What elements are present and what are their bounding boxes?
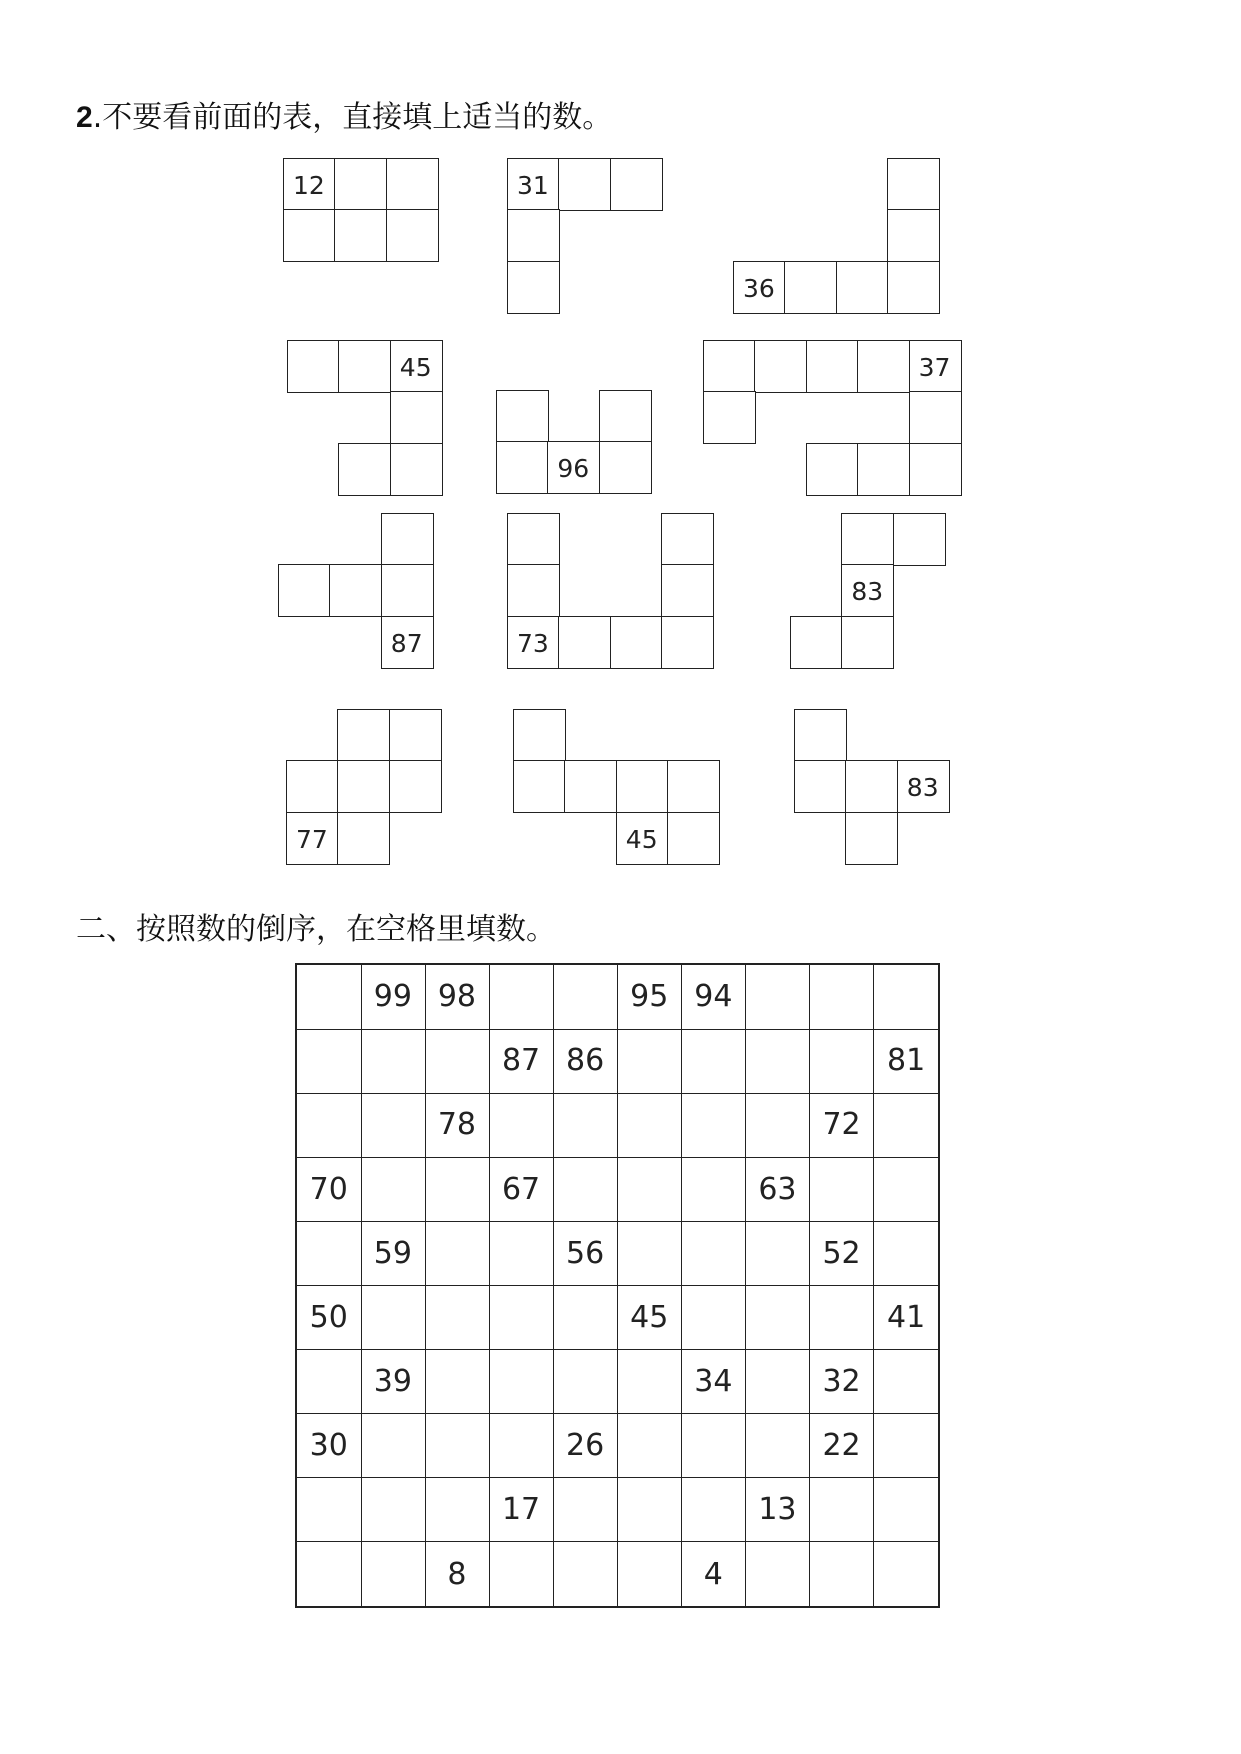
grid-blank-cell[interactable] [297, 1350, 362, 1415]
blank-cell[interactable] [338, 340, 391, 393]
grid-blank-cell[interactable] [297, 1478, 362, 1543]
blank-cell[interactable] [513, 760, 566, 813]
grid-number: 52 [822, 1235, 861, 1271]
blank-cell[interactable] [857, 340, 910, 393]
blank-cell[interactable] [513, 709, 566, 762]
blank-cell[interactable] [558, 616, 611, 669]
grid-blank-cell[interactable] [682, 1221, 747, 1286]
grid-blank-cell[interactable] [746, 1350, 811, 1415]
grid-blank-cell[interactable] [618, 1221, 683, 1286]
hundred-chart-grid [295, 963, 940, 1608]
grid-number: 56 [566, 1235, 605, 1271]
grid-blank-cell[interactable] [553, 1286, 618, 1351]
given-number-cell [381, 616, 434, 669]
blank-cell[interactable] [845, 760, 898, 813]
cell-number: 31 [517, 171, 549, 200]
grid-blank-cell[interactable] [618, 1414, 683, 1479]
grid-blank-cell[interactable] [361, 1414, 426, 1479]
blank-cell[interactable] [616, 760, 669, 813]
grid-blank-cell[interactable] [553, 1157, 618, 1222]
blank-cell[interactable] [841, 616, 894, 669]
grid-given-cell [361, 1350, 426, 1415]
grid-number: 8 [447, 1556, 467, 1592]
grid-number: 87 [501, 1043, 541, 1079]
blank-cell[interactable] [610, 616, 663, 669]
given-number-cell [286, 812, 339, 865]
grid-given-cell [489, 1029, 554, 1094]
grid-given-cell [874, 1029, 939, 1094]
blank-cell[interactable] [283, 209, 336, 262]
grid-number: 39 [373, 1363, 412, 1399]
grid-blank-cell[interactable] [874, 1542, 939, 1607]
cell-number: 77 [296, 824, 328, 854]
grid-number: 70 [309, 1171, 348, 1207]
grid-number: 72 [822, 1107, 861, 1143]
grid-blank-cell[interactable] [361, 1286, 426, 1351]
blank-cell[interactable] [337, 760, 390, 813]
blank-cell[interactable] [667, 812, 720, 865]
grid-given-cell [618, 1286, 683, 1351]
blank-cell[interactable] [790, 616, 843, 669]
grid-blank-cell[interactable] [746, 1286, 811, 1351]
grid-given-cell [810, 1350, 875, 1415]
grid-blank-cell[interactable] [810, 965, 875, 1030]
grid-given-cell [682, 1542, 747, 1607]
given-number-cell [841, 564, 894, 617]
grid-given-cell [489, 1478, 554, 1543]
blank-cell[interactable] [334, 158, 387, 211]
grid-blank-cell[interactable] [874, 1093, 939, 1158]
blank-cell[interactable] [381, 564, 434, 617]
blank-cell[interactable] [507, 564, 560, 617]
grid-blank-cell[interactable] [553, 1542, 618, 1607]
grid-blank-cell[interactable] [361, 1157, 426, 1222]
grid-given-cell [810, 1414, 875, 1479]
grid-given-cell [553, 1221, 618, 1286]
grid-blank-cell[interactable] [618, 1157, 683, 1222]
blank-cell[interactable] [558, 158, 611, 211]
cell-number: 45 [399, 353, 432, 382]
grid-given-cell [810, 1093, 875, 1158]
blank-cell[interactable] [806, 443, 859, 496]
grid-given-cell [553, 1414, 618, 1479]
grid-blank-cell[interactable] [361, 1093, 426, 1158]
cell-number: 83 [906, 773, 939, 803]
blank-cell[interactable] [857, 443, 910, 496]
grid-blank-cell[interactable] [618, 1029, 683, 1094]
grid-given-cell [618, 965, 683, 1030]
grid-number: 81 [887, 1043, 926, 1079]
grid-blank-cell[interactable] [746, 1414, 811, 1479]
blank-cell[interactable] [661, 616, 714, 669]
grid-given-cell [297, 1414, 362, 1479]
grid-given-cell [489, 1157, 554, 1222]
grid-blank-cell[interactable] [682, 1478, 747, 1543]
grid-blank-cell[interactable] [682, 1286, 747, 1351]
grid-number: 13 [758, 1492, 797, 1528]
grid-given-cell [746, 1478, 811, 1543]
grid-given-cell [425, 1542, 490, 1607]
blank-cell[interactable] [754, 340, 807, 393]
blank-cell[interactable] [909, 443, 962, 496]
grid-blank-cell[interactable] [553, 1350, 618, 1415]
blank-cell[interactable] [507, 261, 560, 314]
grid-given-cell [553, 1029, 618, 1094]
blank-cell[interactable] [887, 209, 940, 262]
blank-cell[interactable] [496, 390, 549, 443]
grid-blank-cell[interactable] [361, 1029, 426, 1094]
section2-heading: 二、按照数的倒序，在空格里填数。 [76, 912, 556, 947]
grid-number: 99 [373, 979, 412, 1015]
grid-blank-cell[interactable] [297, 1542, 362, 1607]
grid-blank-cell[interactable] [746, 1221, 811, 1286]
grid-blank-cell[interactable] [682, 1093, 747, 1158]
cell-number: 73 [517, 628, 549, 658]
given-number-cell [733, 261, 786, 314]
blank-cell[interactable] [386, 209, 439, 262]
blank-cell[interactable] [564, 760, 617, 813]
grid-number: 86 [566, 1043, 605, 1079]
grid-blank-cell[interactable] [489, 1350, 554, 1415]
cell-number: 12 [293, 171, 325, 200]
blank-cell[interactable] [784, 261, 837, 314]
blank-cell[interactable] [909, 391, 962, 444]
grid-blank-cell[interactable] [553, 1478, 618, 1543]
grid-blank-cell[interactable] [297, 1221, 362, 1286]
grid-blank-cell[interactable] [874, 1221, 939, 1286]
grid-given-cell [361, 1221, 426, 1286]
grid-blank-cell[interactable] [682, 1029, 747, 1094]
cell-number: 45 [625, 824, 658, 854]
grid-number: 63 [758, 1171, 797, 1207]
grid-blank-cell[interactable] [297, 965, 362, 1030]
grid-blank-cell[interactable] [425, 1414, 490, 1479]
grid-blank-cell[interactable] [489, 965, 554, 1030]
blank-cell[interactable] [390, 391, 443, 444]
blank-cell[interactable] [661, 513, 714, 566]
grid-blank-cell[interactable] [746, 1029, 811, 1094]
section1-number: 2 [76, 101, 93, 134]
grid-number: 78 [437, 1107, 477, 1143]
grid-given-cell [874, 1286, 939, 1351]
blank-cell[interactable] [389, 709, 442, 762]
grid-number: 94 [694, 979, 733, 1015]
grid-blank-cell[interactable] [489, 1414, 554, 1479]
given-number-cell [507, 158, 560, 211]
grid-blank-cell[interactable] [553, 1093, 618, 1158]
grid-blank-cell[interactable] [361, 1478, 426, 1543]
blank-cell[interactable] [887, 261, 940, 314]
blank-cell[interactable] [507, 513, 560, 566]
grid-number: 67 [501, 1171, 541, 1207]
grid-blank-cell[interactable] [553, 965, 618, 1030]
grid-given-cell [682, 965, 747, 1030]
grid-given-cell [425, 965, 490, 1030]
grid-blank-cell[interactable] [425, 1221, 490, 1286]
grid-blank-cell[interactable] [746, 965, 811, 1030]
grid-blank-cell[interactable] [810, 1542, 875, 1607]
grid-given-cell [361, 965, 426, 1030]
given-number-cell [507, 616, 560, 669]
grid-blank-cell[interactable] [618, 1542, 683, 1607]
grid-given-cell [297, 1286, 362, 1351]
grid-given-cell [297, 1157, 362, 1222]
blank-cell[interactable] [703, 340, 756, 393]
grid-blank-cell[interactable] [425, 1029, 490, 1094]
grid-blank-cell[interactable] [810, 1286, 875, 1351]
blank-cell[interactable] [389, 760, 442, 813]
grid-given-cell [746, 1157, 811, 1222]
grid-blank-cell[interactable] [618, 1093, 683, 1158]
grid-given-cell [810, 1221, 875, 1286]
given-number-cell [616, 812, 669, 865]
given-number-cell [547, 441, 600, 494]
blank-cell[interactable] [667, 760, 720, 813]
blank-cell[interactable] [287, 340, 340, 393]
grid-blank-cell[interactable] [489, 1542, 554, 1607]
grid-blank-cell[interactable] [361, 1542, 426, 1607]
grid-blank-cell[interactable] [297, 1093, 362, 1158]
grid-blank-cell[interactable] [874, 1157, 939, 1222]
grid-number: 30 [309, 1427, 348, 1463]
blank-cell[interactable] [338, 443, 391, 496]
grid-blank-cell[interactable] [425, 1157, 490, 1222]
blank-cell[interactable] [337, 709, 390, 762]
blank-cell[interactable] [496, 441, 549, 494]
blank-cell[interactable] [599, 441, 652, 494]
grid-number: 95 [630, 979, 669, 1015]
grid-blank-cell[interactable] [425, 1478, 490, 1543]
blank-cell[interactable] [337, 812, 390, 865]
grid-blank-cell[interactable] [297, 1029, 362, 1094]
grid-blank-cell[interactable] [425, 1350, 490, 1415]
grid-blank-cell[interactable] [489, 1221, 554, 1286]
cell-number: 36 [743, 273, 775, 303]
blank-cell[interactable] [390, 443, 443, 496]
grid-blank-cell[interactable] [746, 1093, 811, 1158]
grid-blank-cell[interactable] [874, 1350, 939, 1415]
blank-cell[interactable] [286, 760, 339, 813]
blank-cell[interactable] [836, 261, 889, 314]
grid-number: 22 [822, 1427, 861, 1463]
cell-number: 96 [557, 454, 590, 484]
blank-cell[interactable] [703, 391, 756, 444]
grid-blank-cell[interactable] [746, 1542, 811, 1607]
grid-blank-cell[interactable] [425, 1286, 490, 1351]
given-number-cell [897, 760, 950, 813]
cell-number: 83 [851, 577, 884, 607]
blank-cell[interactable] [845, 812, 898, 865]
grid-blank-cell[interactable] [618, 1350, 683, 1415]
blank-cell[interactable] [278, 564, 331, 617]
blank-cell[interactable] [507, 209, 560, 262]
blank-cell[interactable] [893, 513, 946, 566]
cell-number: 37 [918, 353, 951, 382]
grid-blank-cell[interactable] [489, 1093, 554, 1158]
blank-cell[interactable] [329, 564, 382, 617]
section1-heading [76, 92, 612, 136]
blank-cell[interactable] [334, 209, 387, 262]
grid-given-cell [682, 1350, 747, 1415]
blank-cell[interactable] [661, 564, 714, 617]
blank-cell[interactable] [381, 513, 434, 566]
grid-given-cell [425, 1093, 490, 1158]
given-number-cell [390, 340, 443, 393]
grid-blank-cell[interactable] [682, 1414, 747, 1479]
grid-blank-cell[interactable] [618, 1478, 683, 1543]
blank-cell[interactable] [841, 513, 894, 566]
grid-number: 26 [566, 1427, 605, 1463]
grid-number: 32 [822, 1363, 861, 1399]
cell-number: 87 [390, 628, 423, 658]
grid-blank-cell[interactable] [810, 1157, 875, 1222]
grid-blank-cell[interactable] [810, 1029, 875, 1094]
grid-number: 50 [309, 1299, 348, 1335]
blank-cell[interactable] [610, 158, 663, 211]
grid-number: 17 [501, 1492, 541, 1528]
grid-blank-cell[interactable] [810, 1478, 875, 1543]
grid-number: 98 [437, 979, 477, 1015]
grid-blank-cell[interactable] [874, 965, 939, 1030]
blank-cell[interactable] [599, 390, 652, 443]
grid-blank-cell[interactable] [489, 1286, 554, 1351]
blank-cell[interactable] [386, 158, 439, 211]
grid-number: 59 [373, 1235, 412, 1271]
given-number-cell [283, 158, 336, 211]
grid-number: 4 [703, 1556, 723, 1592]
grid-blank-cell[interactable] [874, 1478, 939, 1543]
grid-number: 41 [887, 1299, 926, 1335]
blank-cell[interactable] [887, 158, 940, 211]
blank-cell[interactable] [794, 760, 847, 813]
blank-cell[interactable] [794, 709, 847, 762]
grid-number: 34 [694, 1363, 733, 1399]
blank-cell[interactable] [806, 340, 859, 393]
grid-number: 45 [630, 1299, 669, 1335]
grid-blank-cell[interactable] [682, 1157, 747, 1222]
grid-blank-cell[interactable] [874, 1414, 939, 1479]
given-number-cell [909, 340, 962, 393]
section1-title: .不要看前面的表，直接填上适当的数。 [92, 100, 613, 135]
